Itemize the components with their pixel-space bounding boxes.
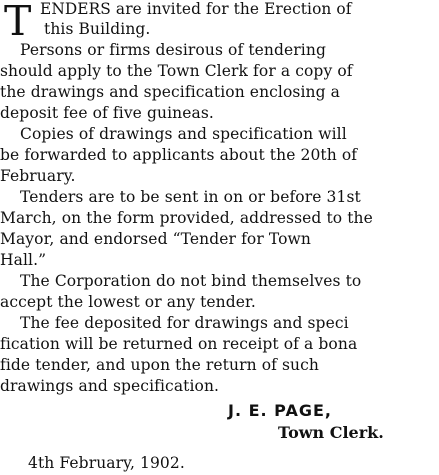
notice-line: Hall.” [0, 251, 47, 269]
notice-line: fication will be returned on receipt of a bona [0, 335, 358, 353]
notice-line: Mayor, and endorsed “Tender for Town [0, 230, 311, 248]
drop-cap: T [4, 0, 32, 45]
notice-line: Persons or firms desirous of tendering [20, 41, 326, 59]
notice-line: ENDERS are invited for the Erection of [40, 0, 352, 18]
notice-line: drawings and specification. [0, 377, 220, 395]
notice-line: deposit fee of five guineas. [0, 104, 214, 122]
notice-line: accept the lowest or any tender. [0, 293, 256, 311]
notice-line: March, on the form provided, addressed to the [0, 209, 373, 227]
notice-line: this Building. [44, 20, 151, 38]
notice-line: The Corporation do not bind themselves to [20, 272, 362, 290]
notice-line: Tenders are to be sent in on or before 31st [20, 188, 361, 206]
notice-line: be forwarded to applicants about the 20th of [0, 146, 358, 164]
notice-date: 4th February, 1902. [28, 454, 185, 472]
notice-line: fide tender, and upon the return of such [0, 356, 319, 374]
signature-title: Town Clerk. [278, 423, 384, 442]
notice-line: February. [0, 167, 76, 185]
notice-line: Copies of drawings and specification will [20, 125, 347, 143]
signature-name: J. E. PAGE, [228, 401, 332, 420]
notice-line: the drawings and specification enclosing a [0, 83, 341, 101]
notice-line: should apply to the Town Clerk for a copy of [0, 62, 353, 80]
notice-line: The fee deposited for drawings and speci [20, 314, 349, 332]
